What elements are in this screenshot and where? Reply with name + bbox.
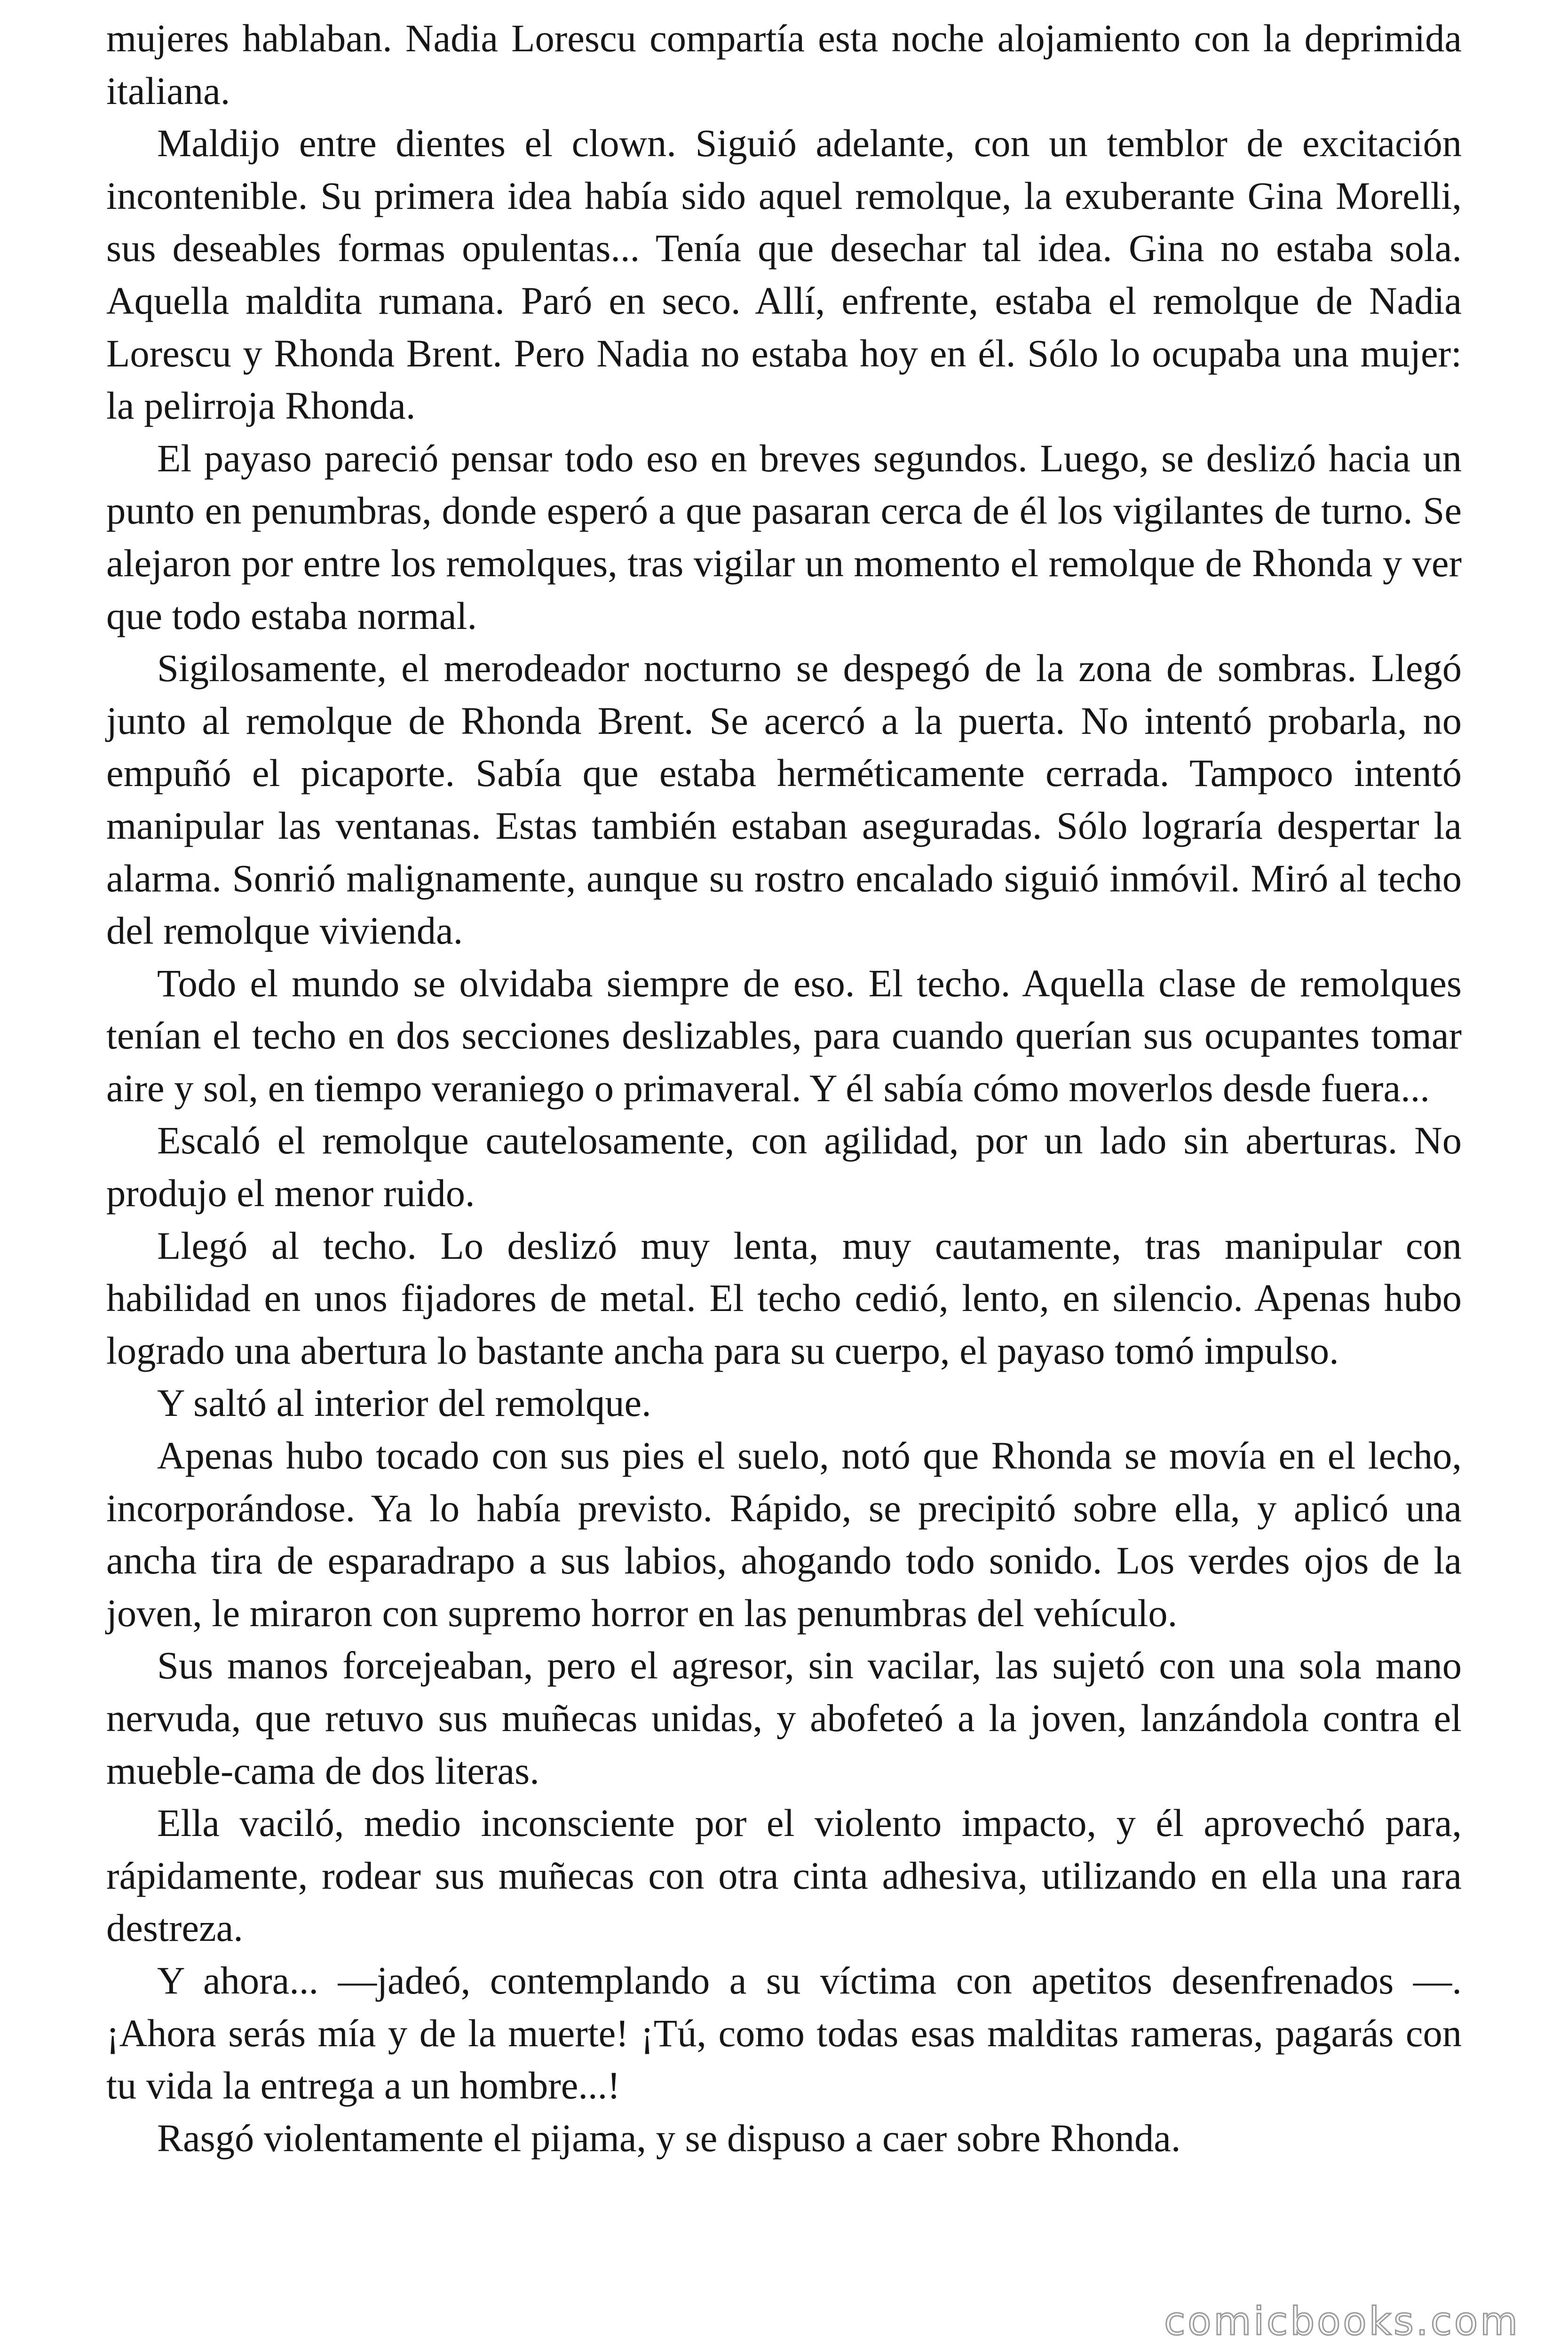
paragraph-12: Y ahora... —jadeó, contemplando a su víctima con apetitos desenfrenados —. ¡Ahora serás mía y de la muerte! ¡Tú, como todas esas malditas rameras, pagarás con tu vida la entrega a un hombre...! — [106, 1958, 1462, 2107]
paragraph-11: Ella vaciló, medio inconsciente por el violento impacto, y él aprovechó para, rápidamente, rodear sus muñecas con otra cinta adhesiva, utilizando en ella una rara destreza. — [106, 1801, 1462, 1950]
paragraph-10: Sus manos forcejeaban, pero el agresor, sin vacilar, las sujetó con una sola mano nervuda, que retuvo sus muñecas unidas, y abofeteó a la joven, lanzándola contra el mueble-cama de dos literas. — [106, 1644, 1462, 1792]
paragraph-9: Apenas hubo tocado con sus pies el suelo, notó que Rhonda se movía en el lecho, incorporándose. Ya lo había previsto. Rápido, se precipitó sobre ella, y aplicó una ancha tira de esparadrapo a sus labios, ahogando todo sonido. Los verdes ojos de la joven, le miraron con supremo horror en las penumbras del vehículo. — [106, 1434, 1462, 1635]
paragraph-4: Sigilosamente, el merodeador nocturno se despegó de la zona de sombras. Llegó junto al remolque de Rhonda Brent. Se acercó a la puerta. No intentó probarla, no empuñó el picaporte. Sabía que estaba herméticamente cerrada. Tampoco intentó manipular las ventanas. Estas también estaban aseguradas. Sólo lograría despertar la alarma. Sonrió malignamente, aunque su rostro encalado siguió inmóvil. Miró al techo del remolque vivienda. — [106, 646, 1462, 953]
watermark: comicbooks.com — [1164, 2299, 1520, 2344]
paragraph-6: Escaló el remolque cautelosamente, con agilidad, por un lado sin aberturas. No produjo el menor ruido. — [106, 1119, 1462, 1215]
paragraph-5: Todo el mundo se olvidaba siempre de eso. El techo. Aquella clase de remolques tenían el techo en dos secciones deslizables, para cuando querían sus ocupantes tomar aire y sol, en tiempo veraniego o primaveral. Y él sabía cómo moverlos desde fuera... — [106, 961, 1462, 1110]
paragraph-1: mujeres hablaban. Nadia Lorescu compartía esta noche alojamiento con la deprimida italiana. — [106, 16, 1462, 112]
paragraph-7: Llegó al techo. Lo deslizó muy lenta, muy cautamente, tras manipular con habilidad en unos fijadores de metal. El techo cedió, lento, en silencio. Apenas hubo logrado una abertura lo bastante ancha para su cuerpo, el payaso tomó impulso. — [106, 1224, 1462, 1372]
book-page-text — [106, 12, 1462, 2164]
paragraph-2: Maldijo entre dientes el clown. Siguió adelante, con un temblor de excitación incontenible. Su primera idea había sido aquel remolque, la exuberante Gina Morelli, sus deseables formas opulentas... Tenía que desechar tal idea. Gina no estaba sola. Aquella maldita rumana. Paró en seco. Allí, enfrente, estaba el remolque de Nadia Lorescu y Rhonda Brent. Pero Nadia no estaba hoy en él. Sólo lo ocupaba una mujer: la pelirroja Rhonda. — [106, 121, 1462, 428]
paragraph-8: Y saltó al interior del remolque. — [157, 1381, 651, 1425]
paragraph-13: Rasgó violentamente el pijama, y se dispuso a caer sobre Rhonda. — [157, 2116, 1181, 2160]
paragraph-3: El payaso pareció pensar todo eso en breves segundos. Luego, se deslizó hacia un punto en penumbras, donde esperó a que pasaran cerca de él los vigilantes de turno. Se alejaron por entre los remolques, tras vigilar un momento el remolque de Rhonda y ver que todo estaba normal. — [106, 436, 1462, 637]
